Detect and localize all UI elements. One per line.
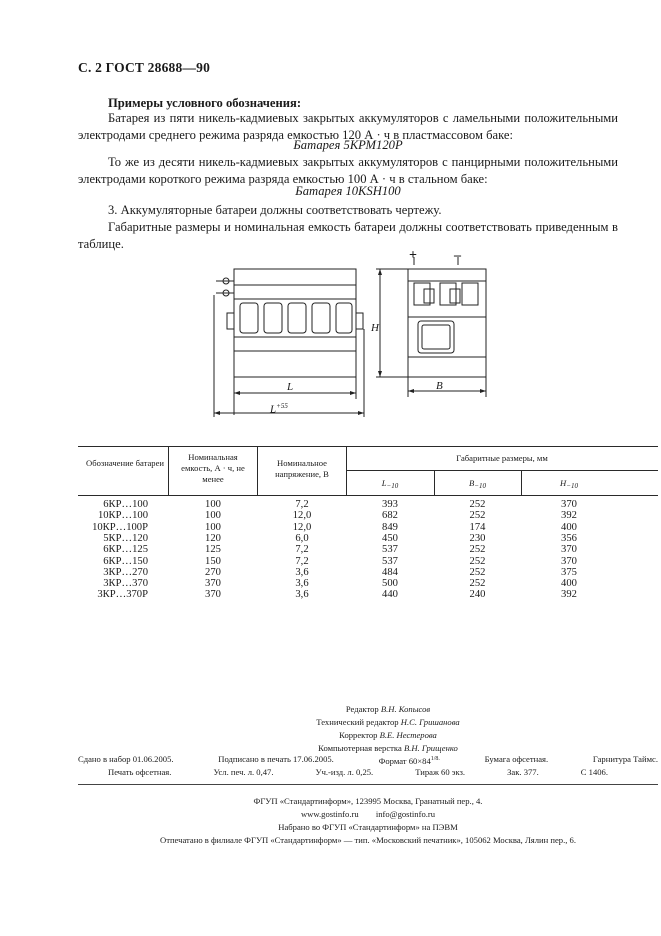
cell-cap: 150 [205,555,221,567]
dim-label-B: B [436,380,443,392]
page-header: С. 2 ГОСТ 28688—90 [78,60,211,75]
cell-name: 3КР…270 [103,566,148,578]
cell-L: 393 [382,499,398,510]
cell-volt: 3,6 [295,589,309,601]
cell-B: 252 [469,578,486,590]
cell-B: 230 [469,532,486,544]
cell-L: 450 [382,532,398,544]
table-top-rule [78,446,658,447]
battery-drawing [200,255,500,425]
cell-H: 392 [561,510,577,522]
table-vline-1 [168,446,169,495]
imprint-credits: Редактор В.Н. Копысов Технический редактор Н.С. Гришанова Корректор В.Е. Нестерова Компьютерная верстка В.Н. Грищенко [316,704,460,753]
dim-label-H: H [371,322,379,334]
cell-name: 6КР…100 [103,499,148,510]
cell-B: 174 [469,521,486,533]
th-capacity: Номинальная емкость, А · ч, не менее [181,452,245,484]
imprint-line-1: Сдано в набор 01.06.2005. Подписано в печать 17.06.2005. Формат $60\times 84^{1/8.}$ Бумага офсетная. Гарнитура Таймс. [78,754,658,766]
table-header-rule [78,495,658,496]
example2-designation: Батарея 10KSH100 [295,184,401,198]
cell-volt: 12,0 [292,521,312,533]
cell-volt: 6,0 [295,532,309,544]
cell-volt: 7,2 [295,544,309,556]
cell-L: 484 [382,566,398,578]
cell-H: 370 [561,555,577,567]
cell-cap: 100 [205,521,221,533]
minus-terminal-label: – [454,248,461,263]
cell-L: 537 [382,555,398,567]
cell-volt: 7,2 [295,499,309,510]
cell-L: 500 [382,578,398,590]
cell-name: 10КР…100Р [92,521,148,533]
cell-cap: 100 [205,499,221,510]
th-H: $H_{-10}$ [560,478,578,490]
cell-L: 849 [382,521,398,533]
plus-terminal-label: + [409,248,417,263]
cell-cap: 100 [205,510,221,522]
examples-title: Примеры условного обозначения: [108,96,302,110]
cell-H: 356 [561,532,577,544]
cell-volt: 3,6 [295,578,309,590]
example1-designation: Батарея 5КРМ120Р [293,138,403,152]
dim-label-L55: $L^{+55}$ [270,402,288,416]
cell-L: 440 [382,589,398,601]
cell-cap: 120 [205,532,221,544]
cell-H: 400 [561,578,577,590]
cell-B: 252 [469,566,486,578]
example2-text: То же из десяти никель-кадмиевых закрытых аккумуляторов с панцирными положительными электродами короткого режима разряда емкостью 100 А · ч в стальном баке: [78,155,618,186]
cell-name: 5КР…120 [103,532,148,544]
cell-B: 240 [469,589,486,601]
cell-name: 3КР…370Р [97,589,148,601]
cell-H: 370 [561,499,577,510]
dim-label-L: L [287,381,294,393]
table-vline-2 [257,446,258,495]
cell-H: 392 [561,589,577,601]
clause-3b: Габаритные размеры и номинальная емкость батареи должны соответствовать приведенным в таблице. [78,220,618,251]
imprint-line-2: Печать офсетная. Усл. печ. л. 0,47. Уч.-изд. л. 0,25. Тираж 60 экз. Зак. 377. С 1406. [108,767,608,777]
cell-name: 6КР…150 [103,555,148,567]
th-designation: Обозначение батареи [86,458,164,468]
cell-name: 6КР…125 [103,544,148,556]
example1-text: Батарея из пяти никель-кадмиевых закрытых аккумуляторов с ламельными положительными электродами среднего режима разряда емкостью 120 А · ч в пластмассовом баке: [78,111,618,142]
cell-name: 10КР…100 [97,510,148,522]
cell-name: 3КР…370 [103,578,148,590]
cell-volt: 3,6 [295,566,309,578]
clause-3: 3. Аккумуляторные батареи должны соответствовать чертежу. [108,203,442,217]
th-dimensions: Габаритные размеры, мм [456,453,548,463]
cell-H: 375 [561,566,577,578]
th-B: $B_{-10}$ [469,478,486,490]
cell-volt: 7,2 [295,555,309,567]
cell-H: 370 [561,544,577,556]
cell-B: 252 [469,555,486,567]
th-voltage: Номинальное напряжение, В [275,458,329,479]
cell-B: 252 [469,544,486,556]
table-sub-rule [346,470,658,471]
th-L: $L_{-10}$ [381,478,399,490]
cell-cap: 370 [205,589,221,601]
cell-B: 252 [469,510,486,522]
imprint-publisher: ФГУП «Стандартинформ», 123995 Москва, Гранатный пер., 4. www.gostinfo.ru info@gostinfo.ru Набрано во ФГУП «Стандартинформ» на ПЭВМ Отпечатано в филиале ФГУП «Стандартинформ» — тип. «Московский печатник», 105062 Москва, Лялин пер., 6. [159,796,576,845]
cell-volt: 12,0 [292,510,312,522]
cell-B: 252 [469,499,486,510]
cell-L: 537 [382,544,398,556]
cell-cap: 125 [205,544,221,556]
cell-cap: 370 [205,578,221,590]
cell-L: 682 [382,510,398,522]
cell-H: 400 [561,521,577,533]
imprint-rule [78,784,658,785]
cell-cap: 270 [205,566,221,578]
